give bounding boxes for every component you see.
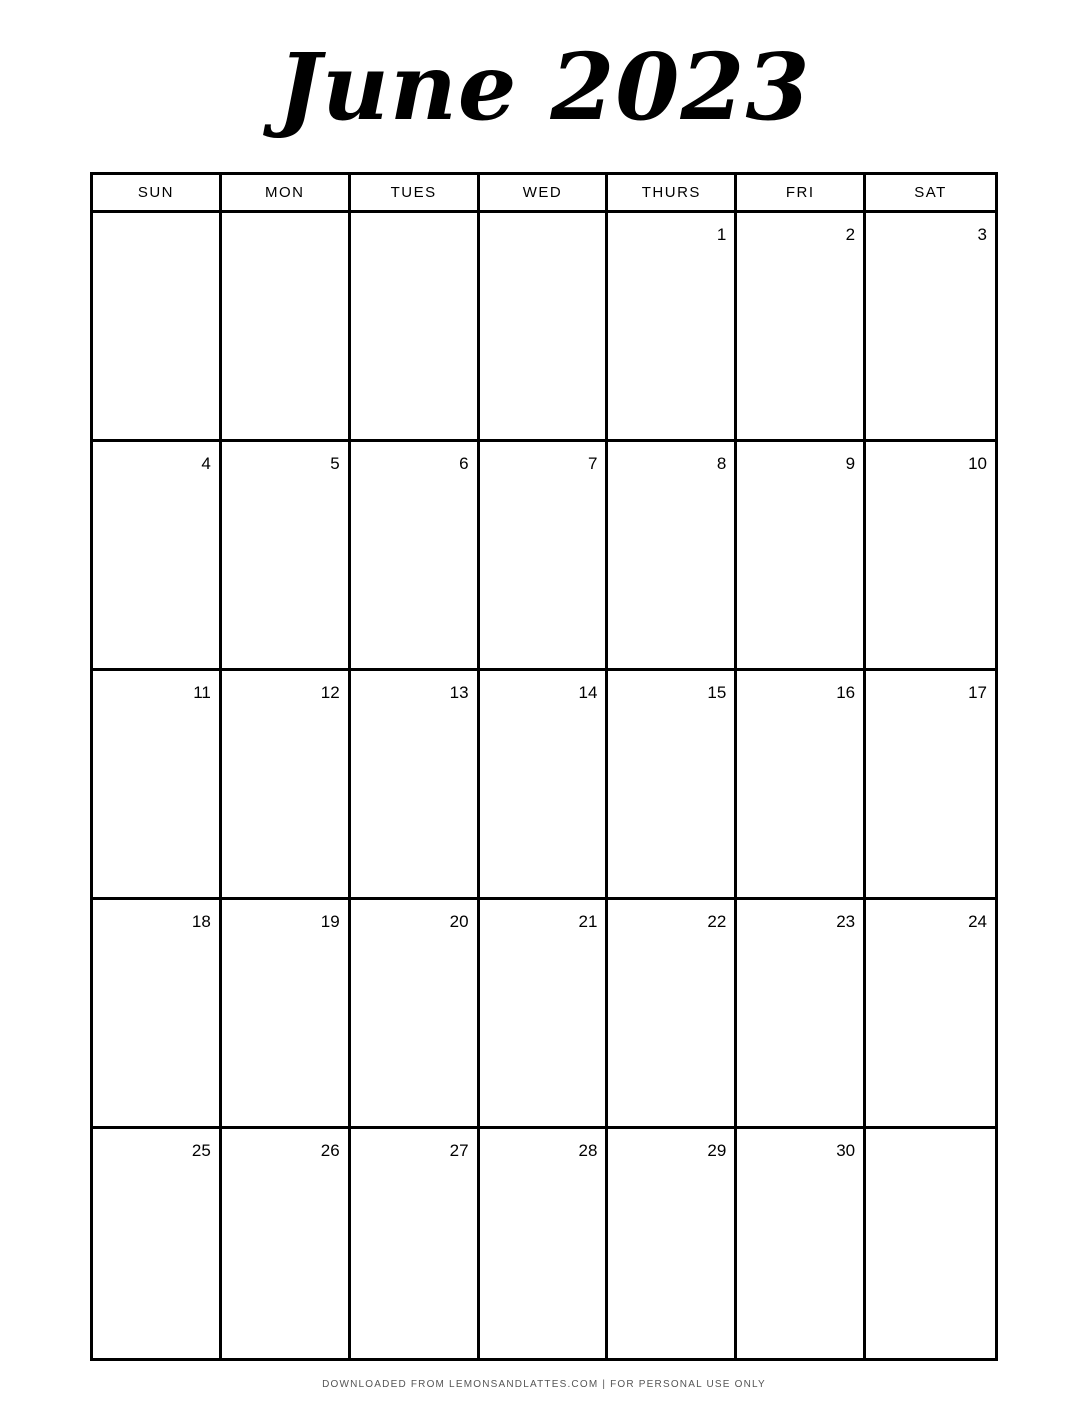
day-cell	[737, 900, 866, 1129]
weekday-header: WED	[480, 175, 609, 213]
day-number: 19	[320, 912, 340, 931]
weekday-header: MON	[222, 175, 351, 213]
day-cell	[351, 442, 480, 671]
day-cell	[351, 213, 480, 442]
day-cell	[866, 671, 995, 900]
weekday-header: THURS	[608, 175, 737, 213]
day-number: 14	[578, 683, 598, 702]
day-number: 6	[459, 454, 469, 473]
day-number: 5	[330, 454, 340, 473]
day-cell	[93, 213, 222, 442]
day-number: 21	[578, 912, 598, 931]
day-cell	[866, 442, 995, 671]
weekday-header: FRI	[737, 175, 866, 213]
day-number: 15	[707, 683, 727, 702]
day-cell	[480, 900, 609, 1129]
day-cell	[480, 671, 609, 900]
day-cell	[93, 671, 222, 900]
day-number: 27	[449, 1141, 469, 1160]
day-cell	[737, 1129, 866, 1358]
day-number: 18	[191, 912, 211, 931]
day-number: 9	[845, 454, 856, 473]
day-cell	[93, 900, 222, 1129]
day-number: 7	[587, 454, 598, 473]
day-number: 16	[836, 683, 856, 702]
calendar-grid	[90, 172, 998, 1361]
day-number: 2	[845, 225, 856, 244]
day-number: 24	[968, 912, 987, 931]
day-cell	[608, 900, 737, 1129]
day-number: 4	[201, 454, 211, 473]
footer-note: DOWNLOADED FROM LEMONSANDLATTES.COM | FOR PERSONAL USE ONLY	[322, 1379, 766, 1390]
day-number: 26	[320, 1141, 340, 1160]
day-cell	[93, 1129, 222, 1358]
day-number: 22	[707, 912, 727, 931]
day-number: 8	[716, 454, 727, 473]
day-cell	[222, 671, 351, 900]
day-cell	[737, 442, 866, 671]
day-cell	[608, 1129, 737, 1358]
day-number: 23	[836, 912, 856, 931]
day-cell	[480, 213, 609, 442]
day-number: 11	[193, 683, 211, 702]
day-number: 25	[191, 1141, 211, 1160]
day-cell	[737, 213, 866, 442]
day-cell	[608, 442, 737, 671]
weekday-header: TUES	[351, 175, 480, 213]
day-cell	[608, 213, 737, 442]
day-cell	[222, 900, 351, 1129]
day-cell	[351, 671, 480, 900]
day-cell	[866, 1129, 995, 1358]
day-cell	[480, 1129, 609, 1358]
day-cell	[480, 442, 609, 671]
day-number: 10	[968, 454, 987, 473]
day-cell	[737, 671, 866, 900]
day-number: 20	[449, 912, 469, 931]
day-number: 13	[449, 683, 469, 702]
day-number: 3	[977, 225, 987, 244]
day-number: 29	[707, 1141, 727, 1160]
day-cell	[222, 442, 351, 671]
day-number: 12	[320, 683, 340, 702]
day-cell	[866, 900, 995, 1129]
day-number: 17	[968, 683, 987, 702]
day-cell	[351, 900, 480, 1129]
day-number: 28	[578, 1141, 598, 1160]
day-cell	[93, 442, 222, 671]
day-number: 30	[836, 1141, 856, 1160]
weekday-header: SUN	[93, 175, 222, 213]
day-number: 1	[716, 225, 727, 244]
day-cell	[222, 213, 351, 442]
weekday-header: SAT	[866, 175, 995, 213]
day-cell	[351, 1129, 480, 1358]
day-cell	[866, 213, 995, 442]
calendar-title: June 2023	[277, 33, 811, 141]
day-cell	[222, 1129, 351, 1358]
day-cell	[608, 671, 737, 900]
